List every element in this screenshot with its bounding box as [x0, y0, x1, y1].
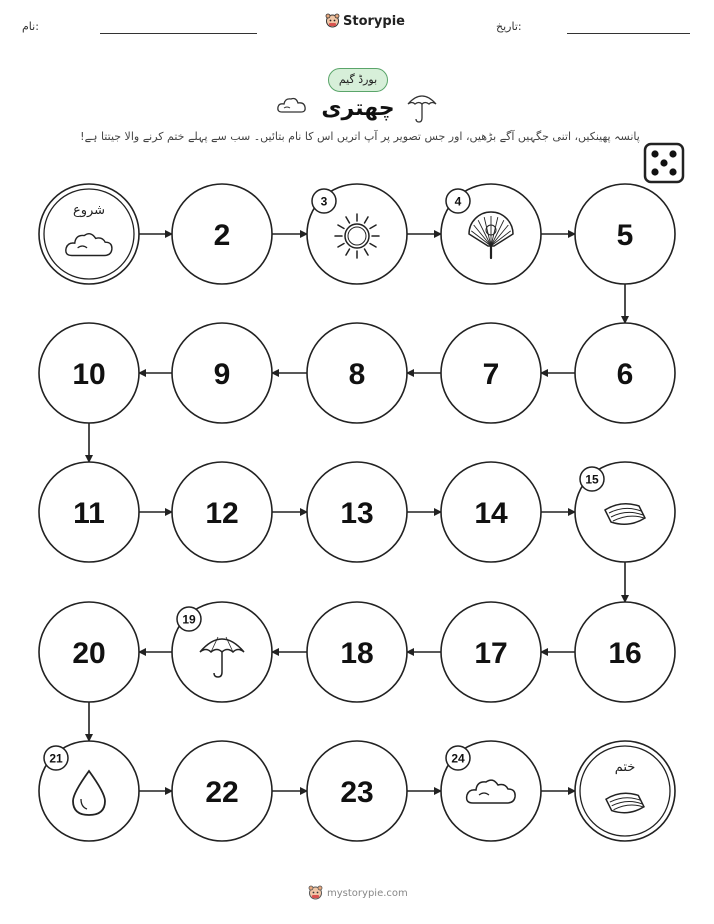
- space-number-badge: [446, 189, 470, 213]
- name-label: نام:: [22, 20, 39, 33]
- board-space-9[interactable]: [172, 323, 272, 423]
- space-number: 14: [474, 497, 508, 530]
- board-space-13[interactable]: [307, 462, 407, 562]
- board-space-24[interactable]: [441, 741, 541, 841]
- space-number: 8: [348, 358, 366, 391]
- board-space-12[interactable]: [172, 462, 272, 562]
- board-space-14[interactable]: [441, 462, 541, 562]
- category-badge: بورڈ گیم: [328, 68, 388, 92]
- page-title: چھتری: [321, 96, 395, 121]
- space-number: 5: [616, 219, 634, 252]
- space-number-badge: [446, 746, 470, 770]
- board-space-6[interactable]: [575, 323, 675, 423]
- space-number-badge: [580, 467, 604, 491]
- board-space-10[interactable]: [39, 323, 139, 423]
- board-space-16[interactable]: [575, 602, 675, 702]
- svg-text:3: 3: [320, 194, 328, 209]
- instructions: پانسہ پھینکیں، اتنی جگہیں آگے بڑھیں، اور جس تصویر پر آپ اتریں اس کا نام بتائیں۔ سب سے پہلے ختم کرنے والا جیتتا ہے!: [80, 130, 640, 143]
- space-number: 9: [213, 358, 231, 391]
- space-number: 6: [616, 358, 634, 391]
- footer-url[interactable]: mystorypie.com: [327, 887, 408, 899]
- space-number: 20: [72, 637, 106, 670]
- board-space-8[interactable]: [307, 323, 407, 423]
- space-number-badge: [177, 607, 201, 631]
- space-number: 7: [482, 358, 500, 391]
- space-number: 23: [340, 776, 374, 809]
- start-space[interactable]: [39, 184, 139, 284]
- space-number: 13: [340, 497, 374, 530]
- space-number: 22: [205, 776, 239, 809]
- board-space-15[interactable]: [575, 462, 675, 562]
- board-space-18[interactable]: [307, 602, 407, 702]
- board-space-2[interactable]: [172, 184, 272, 284]
- space-number: 11: [73, 497, 105, 530]
- board-space-21[interactable]: [39, 741, 139, 841]
- space-number-badge: [44, 746, 68, 770]
- board-space-5[interactable]: [575, 184, 675, 284]
- space-number: 12: [205, 497, 239, 530]
- space-number: 18: [340, 637, 374, 670]
- board-space-4[interactable]: [441, 184, 541, 284]
- svg-text:21: 21: [49, 751, 63, 766]
- board-space-3[interactable]: [307, 184, 407, 284]
- date-label: تاریخ:: [496, 20, 522, 33]
- storypie-mascot-icon: [308, 885, 323, 901]
- start-label: شروع: [72, 202, 106, 217]
- board-space-20[interactable]: [39, 602, 139, 702]
- board-space-19[interactable]: [172, 602, 272, 702]
- space-number: 10: [72, 358, 106, 391]
- board-space-11[interactable]: [39, 462, 139, 562]
- board-space-22[interactable]: [172, 741, 272, 841]
- space-number: 17: [474, 637, 508, 670]
- board-space-17[interactable]: [441, 602, 541, 702]
- footer: [308, 885, 408, 901]
- board-space-23[interactable]: [307, 741, 407, 841]
- end-label: ختم: [614, 759, 636, 774]
- board-space-7[interactable]: [441, 323, 541, 423]
- svg-text:4: 4: [454, 194, 462, 209]
- space-number: 2: [213, 219, 231, 252]
- space-number-badge: [312, 189, 336, 213]
- svg-text:19: 19: [182, 612, 196, 627]
- svg-text:15: 15: [585, 472, 599, 487]
- brand-name: Storypie: [343, 13, 405, 29]
- finish-space[interactable]: [575, 741, 675, 841]
- svg-text:24: 24: [451, 751, 465, 766]
- space-number: 16: [608, 637, 642, 670]
